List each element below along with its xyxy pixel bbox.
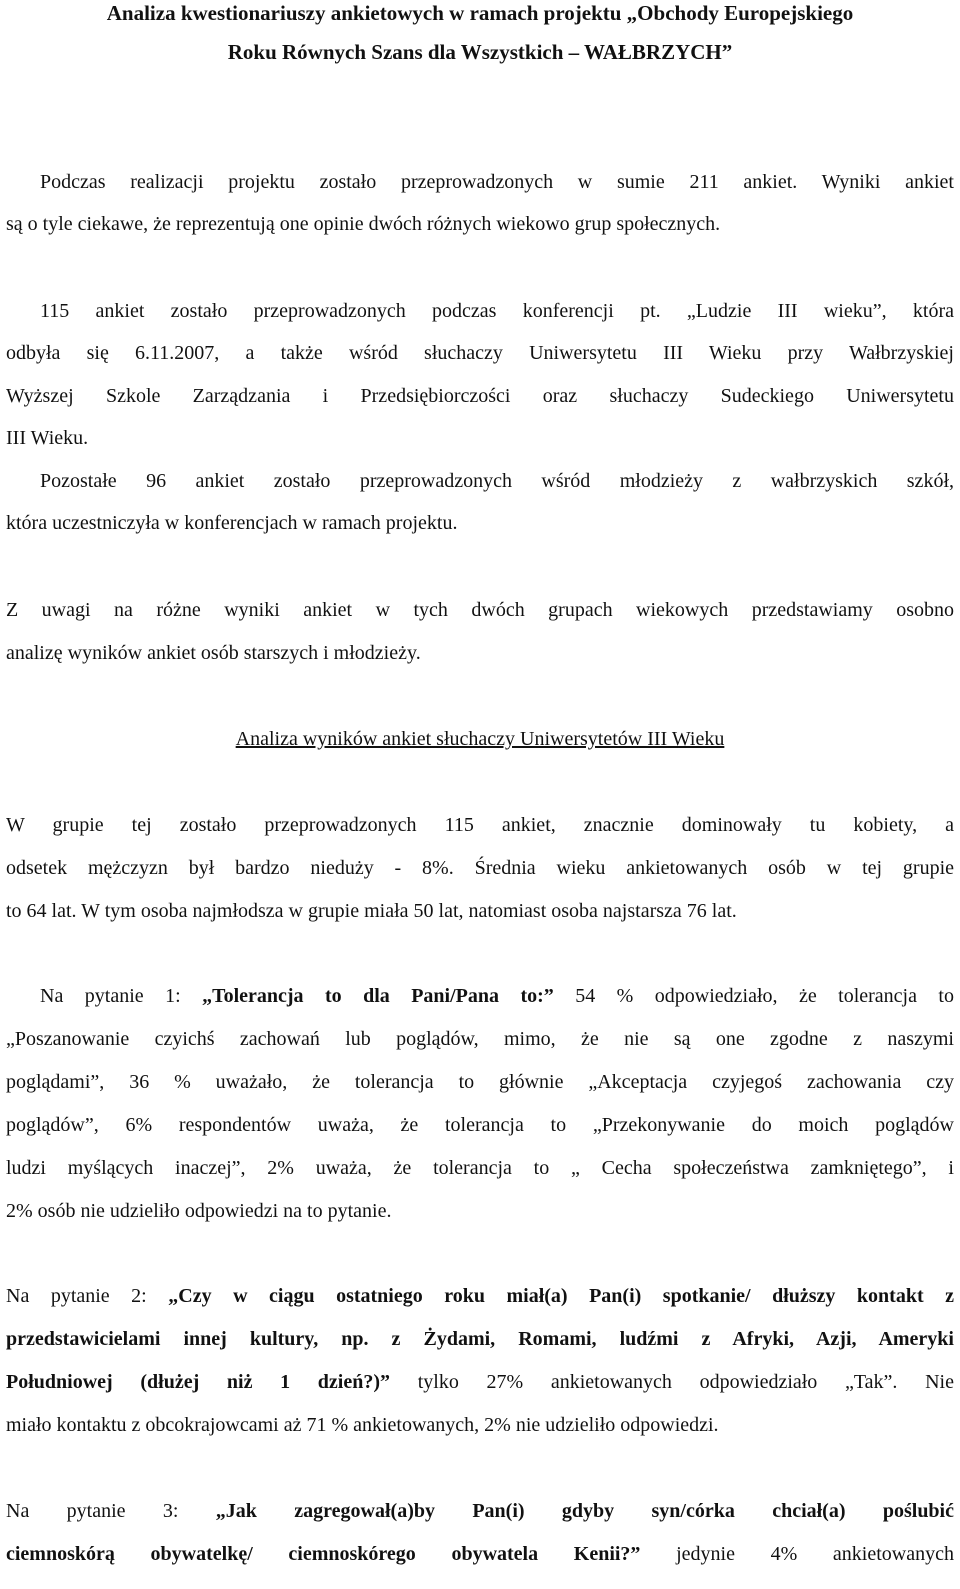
q2-question-part-2: przedstawicielami innej kultury, np. z Żydami, Romami, ludźmi z Afryki, Azji, Ameryki [6, 1328, 954, 1350]
p96-line-1: Pozostałe 96 ankiet zostało przeprowadzonych wśród młodzieży z wałbrzyskich szkół, [40, 470, 954, 492]
document-title-line-1: Analiza kwestionariuszy ankietowych w ramach projektu „Obchody Europejskiego [106, 1, 854, 25]
q3-line-2 [6, 1542, 954, 1566]
q1-line-5: ludzi myślących inaczej”, 2% uważa, że tolerancja to „ Cecha społeczeństwa zamkniętego”, i [6, 1157, 954, 1179]
q1-answer-start: 54 % odpowiedziało, że tolerancja to [553, 985, 954, 1007]
intro-line-2: są o tyle ciekawe, że reprezentują one opinie dwóch różnych wiekowo grup społecznych. [6, 213, 721, 235]
p115-line-1: 115 ankiet zostało przeprowadzonych podczas konferencji pt. „Ludzie III wieku”, która [40, 300, 954, 322]
p115-line-4: III Wieku. [6, 427, 89, 449]
q2-line-2 [6, 1327, 954, 1351]
document-title-line-2: Roku Równych Szans dla Wszystkich – WAŁBRZYCH” [227, 40, 733, 64]
q1-line-6: 2% osób nie udzieliło odpowiedzi na to pytanie. [6, 1200, 392, 1222]
q2-answer: tylko 27% ankietowanych odpowiedziało „Tak”. Nie [390, 1371, 954, 1393]
q3-question-part-2: ciemnoskórą obywatelkę/ ciemnoskórego obywatela Kenii?” [6, 1543, 641, 1565]
q1-question: „Tolerancja to dla Pani/Pana to:” [202, 985, 554, 1007]
q1-line-3: poglądami”, 36 % uważało, że tolerancja to głównie „Akceptacja czyjegoś zachowania czy [6, 1071, 954, 1093]
q3-line-1 [6, 1499, 954, 1523]
q1-intro: Na pytanie 1: [40, 985, 203, 1007]
q3-intro: Na pytanie 3: [6, 1500, 216, 1522]
q1-line-2: „Poszanowanie czyichś zachowań lub poglądów, mimo, że nie są one zgodne z naszymi [6, 1028, 954, 1050]
q1-line-4: poglądów”, 6% respondentów uważa, że tolerancja to „Przekonywanie do moich poglądów [6, 1114, 954, 1136]
q2-line-3 [6, 1370, 954, 1394]
q2-question-part-1: „Czy w ciągu ostatniego roku miał(a) Pan(i) spotkanie/ dłuższy kontakt z [168, 1285, 954, 1307]
differences-line-2: analizę wyników ankiet osób starszych i młodzieży. [6, 642, 421, 664]
group-line-2: odsetek mężczyzn był bardzo nieduży - 8%. Średnia wieku ankietowanych osób w tej grupie [6, 857, 954, 879]
group-line-1: W grupie tej zostało przeprowadzonych 115 ankiet, znacznie dominowały tu kobiety, a [6, 814, 954, 836]
q2-intro: Na pytanie 2: [6, 1285, 169, 1307]
q2-line-4: miało kontaktu z obcokrajowcami aż 71 % ankietowanych, 2% nie udzieliło odpowiedzi. [6, 1414, 719, 1436]
group-line-3: to 64 lat. W tym osoba najmłodsza w grupie miała 50 lat, natomiast osoba najstarsza 76 lat. [6, 900, 737, 922]
p96-line-2: która uczestniczyła w konferencjach w ramach projektu. [6, 512, 458, 534]
q3-question-part-1: „Jak zagregował(a)by Pan(i) gdyby syn/córka chciał(a) poślubić [215, 1500, 954, 1522]
intro-line-1: Podczas realizacji projektu zostało przeprowadzonych w sumie 211 ankiet. Wyniki ankiet [40, 171, 954, 193]
q2-question-part-3: Południowej (dłużej niż 1 dzień?)” [6, 1371, 391, 1393]
differences-line-1: Z uwagi na różne wyniki ankiet w tych dwóch grupach wiekowych przedstawiamy osobno [6, 599, 954, 621]
q1-line-1 [40, 984, 954, 1008]
q2-line-1 [6, 1284, 954, 1308]
p115-line-3: Wyższej Szkole Zarządzania i Przedsiębiorczości oraz słuchaczy Sudeckiego Uniwersytetu [6, 385, 954, 407]
p115-line-2: odbyła się 6.11.2007, a także wśród słuchaczy Uniwersytetu III Wieku przy Wałbrzyskiej [6, 342, 954, 364]
section-heading: Analiza wyników ankiet słuchaczy Uniwersytetów III Wieku [235, 728, 725, 750]
q3-answer: jedynie 4% ankietowanych [640, 1543, 954, 1565]
